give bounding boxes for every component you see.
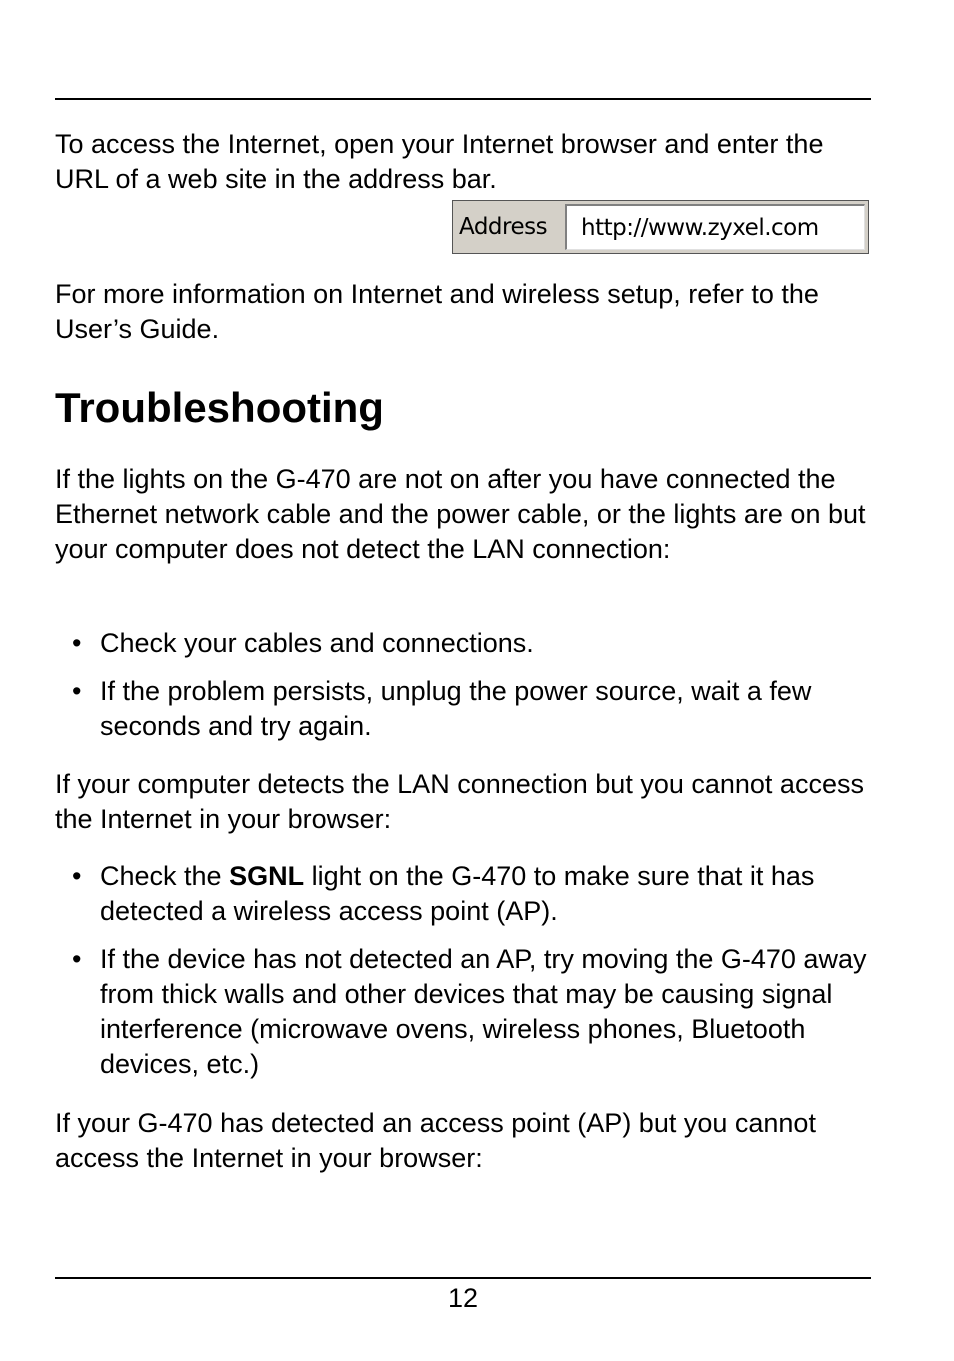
bullet-text: Check your cables and connections.: [100, 628, 534, 658]
address-url: http://www.zyxel.com: [565, 204, 865, 250]
list-item: [55, 942, 871, 1082]
sgnl-light-name: SGNL: [229, 861, 305, 891]
list-item: [55, 674, 871, 744]
bullet-icon: •: [72, 861, 82, 891]
bullet-text: If the problem persists, unplug the power source, wait a few seconds and try again.: [100, 676, 812, 741]
ap-paragraph: If your G-470 has detected an access point (AP) but you cannot access the Internet in your browser:: [55, 1108, 816, 1173]
intro-paragraph: To access the Internet, open your Internet browser and enter the URL of a web site in the address bar.: [55, 129, 824, 194]
lights-bullet-list: [55, 626, 871, 744]
bullet-icon: •: [72, 676, 82, 706]
lan-bullet-list: [55, 859, 871, 1082]
sgnl-suffix: light on the G-470 to make sure that it has detected a wireless access point (AP).: [100, 861, 815, 926]
address-bar-image: [452, 200, 869, 254]
list-item: [55, 626, 871, 661]
section-heading: Troubleshooting: [55, 384, 384, 431]
header-rule: [55, 98, 871, 100]
bullet-icon: •: [72, 628, 82, 658]
bullet-text: If the device has not detected an AP, try moving the G-470 away from thick walls and other devices that may be causing signal interference (microwave ovens, wireless phones, Bluetooth devices, etc.): [100, 944, 867, 1079]
page-number: 12: [447, 1283, 479, 1313]
more-info-paragraph: For more information on Internet and wireless setup, refer to the User’s Guide.: [55, 279, 819, 344]
sgnl-prefix: Check the: [100, 861, 230, 891]
list-item: [55, 859, 871, 929]
lan-paragraph: If your computer detects the LAN connection but you cannot access the Internet in your browser:: [55, 769, 864, 834]
bullet-text: [100, 861, 814, 926]
bullet-icon: •: [72, 944, 82, 974]
address-label: Address: [459, 214, 548, 240]
lights-paragraph: If the lights on the G-470 are not on after you have connected the Ethernet network cable and the power cable, or the lights are on but your computer does not detect the LAN connection:: [55, 464, 866, 564]
footer-rule: [55, 1277, 871, 1279]
